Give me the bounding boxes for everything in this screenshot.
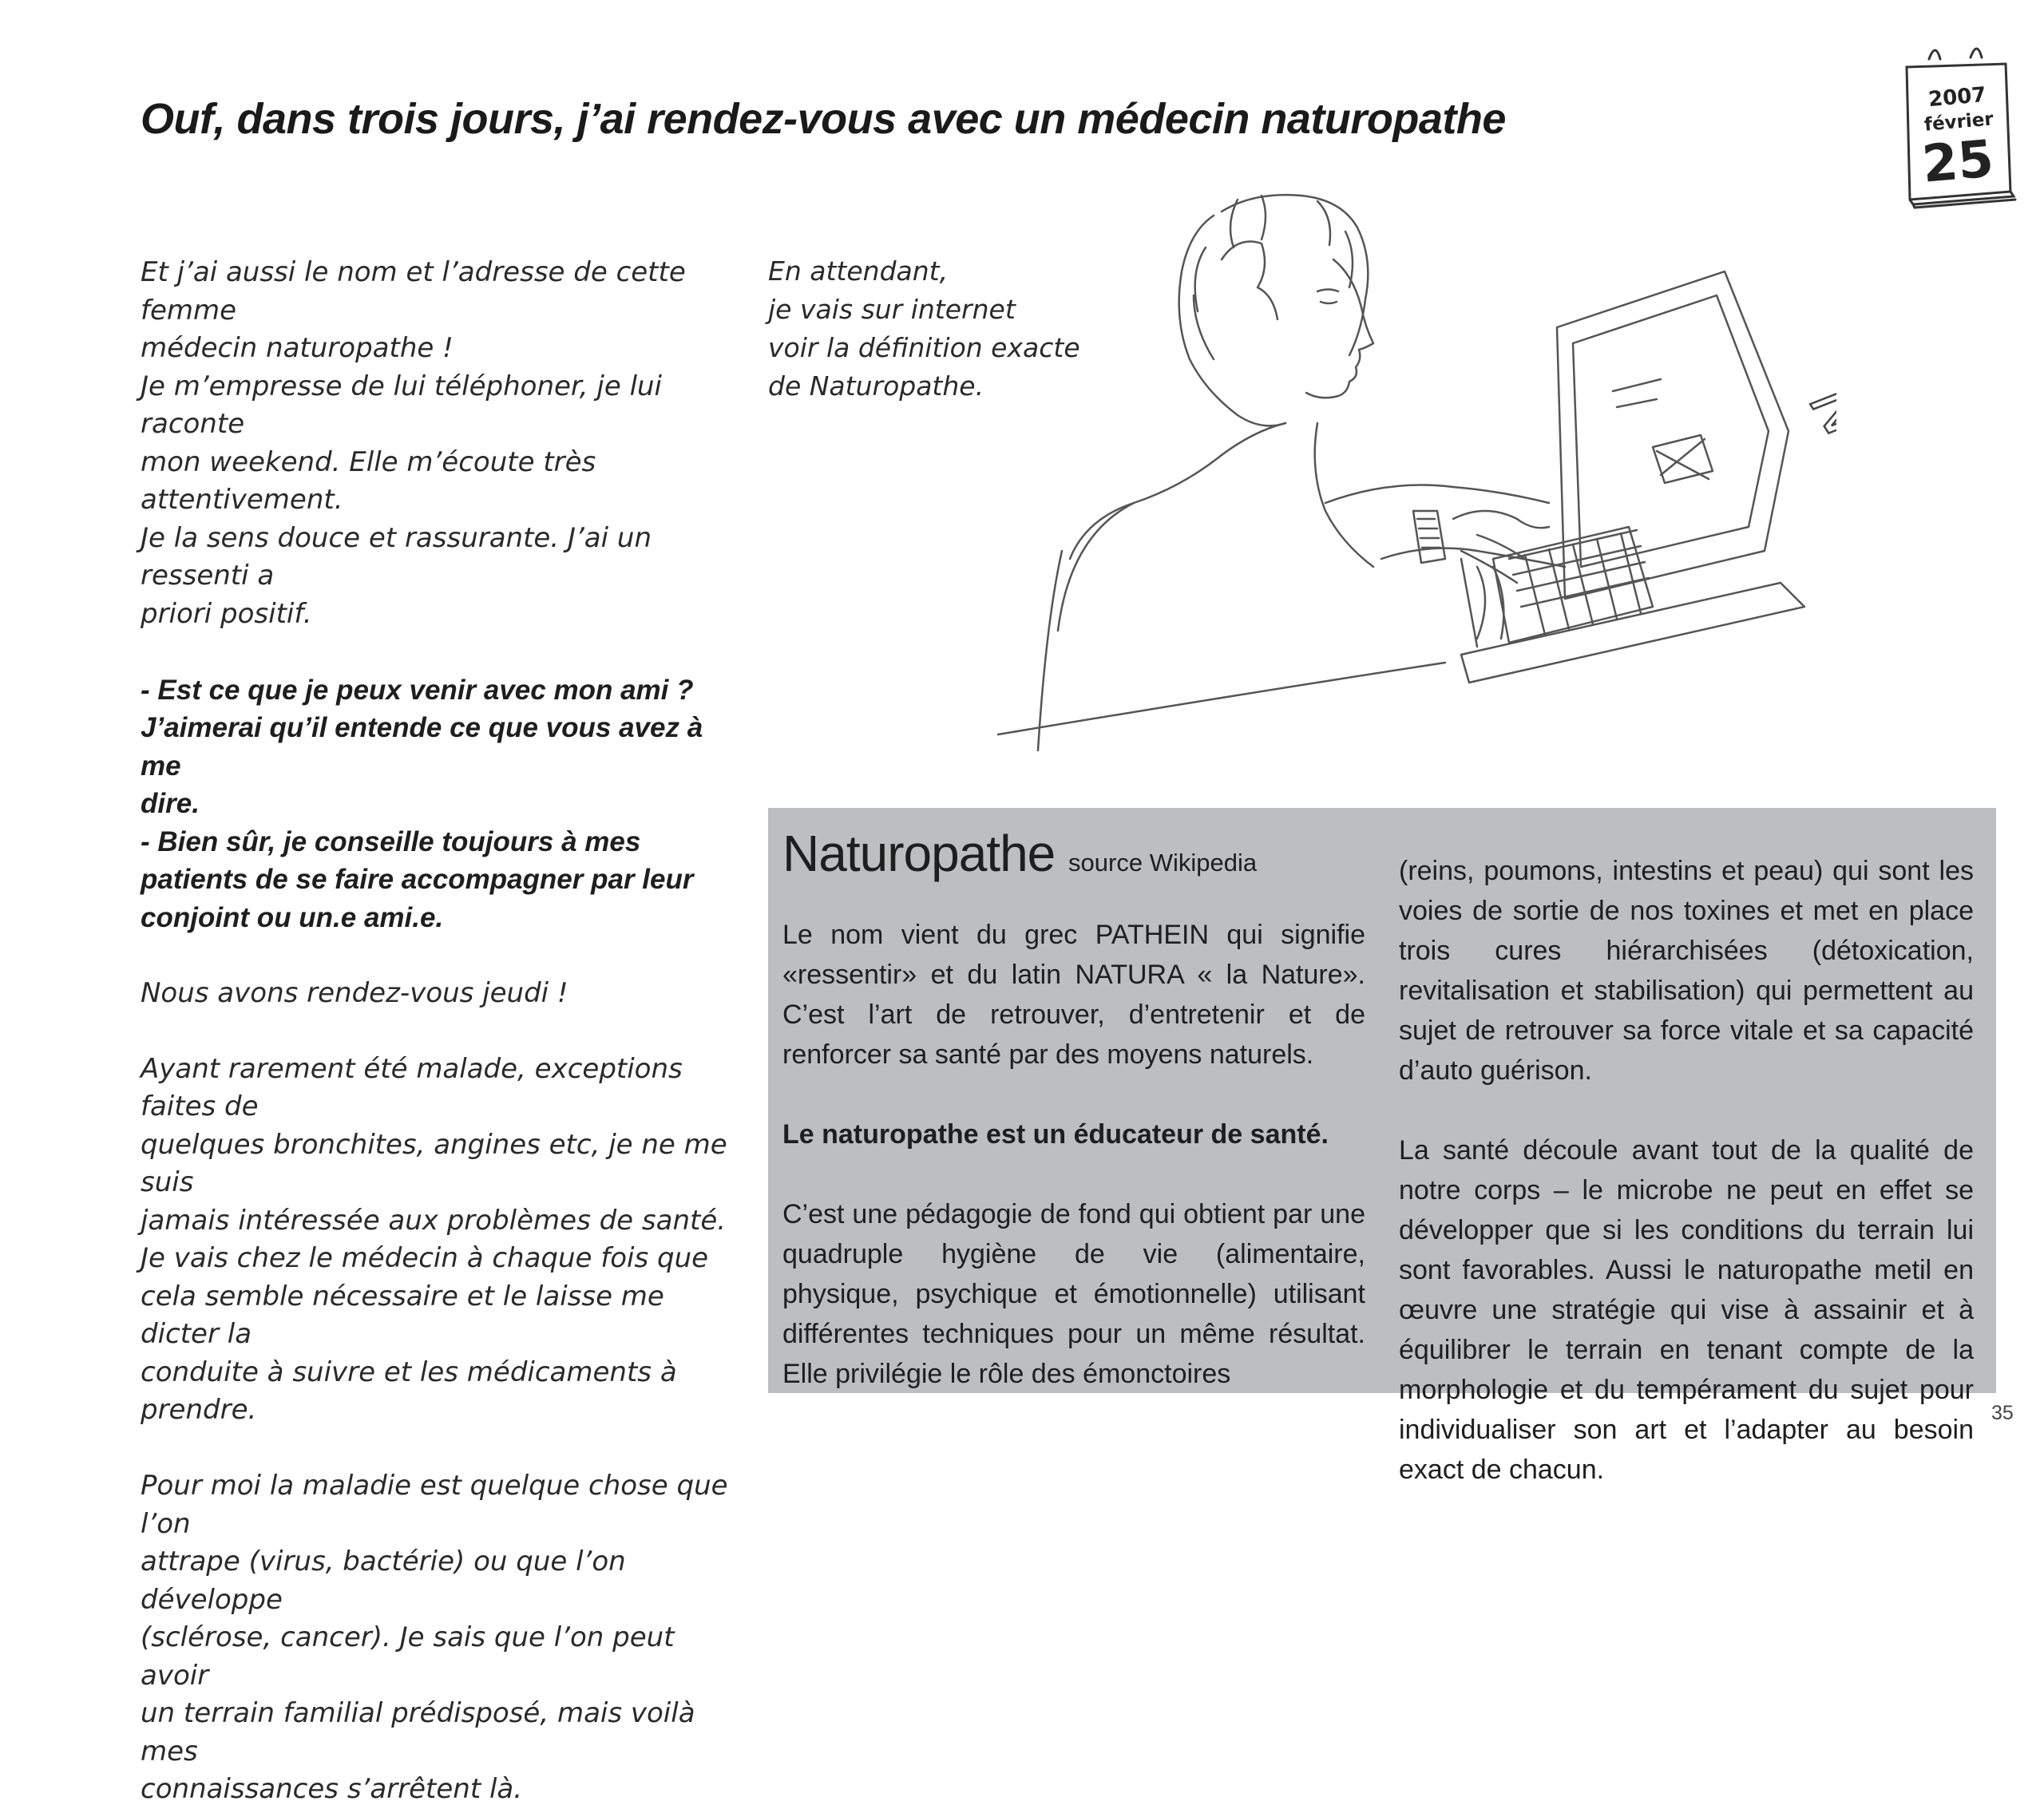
text-line: - Bien sûr, je conseille toujours à mes (141, 825, 641, 857)
text-line: Je la sens douce et rassurante. J’ai un ressenti a (141, 521, 652, 592)
naturopathe-lettering (982, 184, 1836, 454)
text-line: quelques bronchites, angines etc, je ne me suis (141, 1128, 727, 1198)
text-line: je vais sur internet (768, 294, 1016, 325)
text-line: dire. (141, 788, 200, 819)
definition-paragraph: C’est une pédagogie de fond qui obtient par une quadruple hygiène de vie (alimentaire, physique, psychique et émotionnelle) utilisant différentes techniques pour un même résultat. Elle privilégie le rôle des émonctoires (782, 1199, 1365, 1389)
text-line: J’aimerai qu’il entende ce que vous avez à me (141, 712, 703, 782)
text-line: voir la définition exacte (768, 332, 1080, 363)
text-line: de Naturopathe. (768, 370, 984, 402)
narrative-column (141, 254, 747, 1809)
narrative-paragraph-2 (141, 975, 747, 1013)
text-line: patients de se faire accompagner par leur (141, 864, 694, 895)
text-line: cela semble nécessaire et le laisse me dicter la (141, 1280, 664, 1350)
text-line: priori positif. (141, 597, 312, 630)
text-line: un terrain familial prédisposé, mais voilà mes (141, 1697, 695, 1767)
text-line: jamais intéressée aux problèmes de santé. (141, 1204, 727, 1237)
definition-column-1 (782, 808, 1365, 1394)
narrative-paragraph-4 (141, 1467, 747, 1809)
calendar-day: 25 (1919, 129, 1996, 195)
calendar-month: février (1923, 109, 1994, 136)
wikipedia-definition-box (768, 808, 1996, 1485)
page-title: Ouf, dans trois jours, j’ai rendez-vous avec un médecin naturopathe (141, 95, 1506, 143)
text-line: connaissances s’arrêtent là. (141, 1773, 523, 1805)
text-line: (sclérose, cancer). Je sais que l’on peut avoir (141, 1621, 675, 1692)
page-number: 35 (1991, 1402, 2014, 1424)
calendar-year: 2007 (1927, 82, 1987, 113)
definition-column-2 (1399, 851, 1974, 1490)
text-line: Je m’empresse de lui téléphoner, je lui raconte (141, 370, 663, 440)
text-line: conduite à suivre et les médicaments à prendre. (141, 1356, 677, 1426)
text-line: Je vais chez le médecin à chaque fois que (141, 1242, 709, 1274)
text-line: Ayant rarement été malade, exceptions faites de (141, 1052, 683, 1122)
text-line: conjoint ou un.e ami.e. (141, 901, 444, 933)
definition-heading (782, 825, 1365, 891)
dialog-block (141, 671, 747, 937)
text-line: Nous avons rendez-vous jeudi ! (141, 976, 568, 1009)
text-line: En attendant, (768, 255, 949, 287)
calendar-icon (1897, 35, 2017, 211)
woman-at-laptop-sketch (982, 184, 1836, 774)
definition-emphasis: Le naturopathe est un éducateur de santé. (782, 1119, 1329, 1150)
definition-source: source Wikipedia (1068, 849, 1258, 877)
narrative-paragraph-1 (141, 254, 747, 633)
definition-paragraph: La santé découle avant tout de la qualité de notre corps – le microbe ne peut en effet se développer que si les conditions du terrain lui sont favorables. Aussi le naturopathe metil en œuvre une stratégie qui vise à assainir et à équilibrer le terrain en tenant compte de la morphologie et du tempérament du sujet pour individualiser son art et l’adapter au besoin exact de chacun. (1399, 1135, 1974, 1485)
definition-title: Naturopathe (782, 825, 1056, 882)
text-line: mon weekend. Elle m’écoute très attentivement. (141, 445, 596, 516)
text-line: - Est ce que je peux venir avec mon ami ? (141, 674, 694, 706)
text-line: Et j’ai aussi le nom et l’adresse de cette femme (141, 256, 686, 327)
definition-paragraph: (reins, poumons, intestins et peau) qui sont les voies de sortie de nos toxines et met en place trois cures hiérarchisées (détoxication, revitalisation et stabilisation) qui permettent au sujet de retrouver sa force vitale et sa capacité d’auto guérison. (1399, 856, 1974, 1086)
narrative-paragraph-3 (141, 1051, 747, 1430)
text-line: attrape (virus, bactérie) ou que l’on développe (141, 1546, 626, 1616)
text-line: Pour moi la maladie est quelque chose que l’on (141, 1470, 728, 1540)
text-line: médecin naturopathe ! (141, 332, 454, 364)
definition-paragraph: Le nom vient du grec PATHEIN qui signifie «ressentir» et du latin NATURA « la Nature». C’est l’art de retrouver, d’entretenir et de renforcer sa santé par des moyens naturels. (782, 920, 1365, 1070)
